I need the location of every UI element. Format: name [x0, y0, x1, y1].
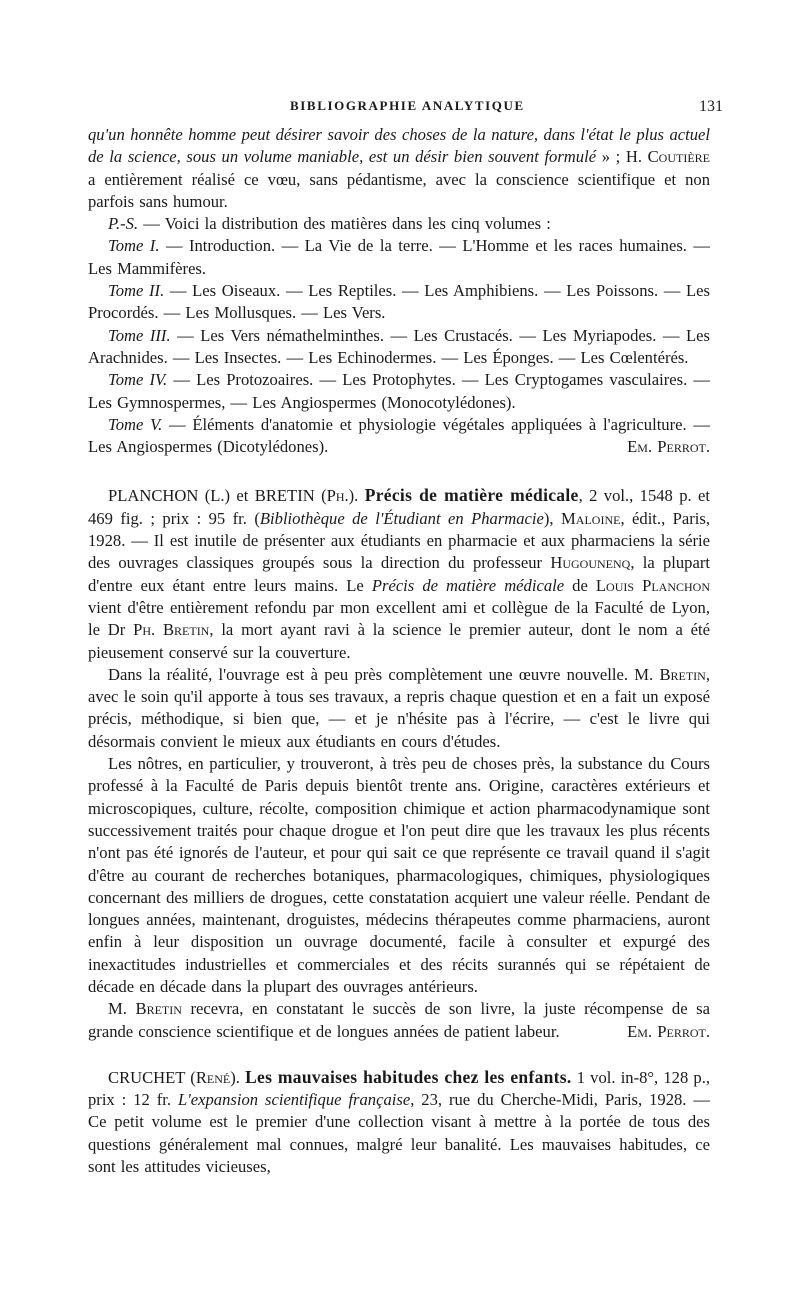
ps-label: P.-S.: [108, 214, 139, 234]
text-run: a entièrement réalisé ce vœu, sans pédantisme, avec la conscience scientifique et non parfois sans humour.: [88, 169, 710, 211]
tome-label: Tome I.: [108, 236, 160, 256]
spacer: [88, 1043, 710, 1066]
review2-paragraph-4: [88, 998, 710, 1043]
text-run: , avec le soin qu'il apporte à tous ses travaux, a repris chaque question et en a fait un exposé précis, méthodique, si bien que, — et je n'hésite pas à l'écrire, — c'est le livre qui désormais convient le mieux aux étudiants en cours d'études.: [88, 664, 710, 751]
running-head-title: BIBLIOGRAPHIE ANALYTIQUE: [290, 98, 525, 113]
author-name: Coutière: [647, 147, 710, 167]
tome-1: [88, 235, 710, 280]
author-initial: René: [195, 1067, 231, 1087]
review1-quote: qu'un honnête homme peut désirer savoir des choses de la nature, dans l'état le plus actuel de la science, sous un volume maniable, est un désir bien souvent formulé: [88, 125, 710, 167]
review2-signature: Em. Perrot.: [627, 1021, 710, 1041]
text-run: recevra, en constatant le succès de son livre, la juste récompense de sa grande conscience scientifique et de longues années de patient labeur.: [88, 999, 710, 1041]
text-run: , la mort ayant ravi à la science le premier auteur, dont le nom a été pieusement conservé sur la couverture.: [88, 620, 710, 662]
person-name: Bretin: [135, 999, 182, 1019]
tome-label: Tome IV.: [108, 370, 168, 390]
tome-label: Tome III.: [108, 325, 171, 345]
text-run: — Les Protozoaires. — Les Protophytes. — Les Cryptogames vasculaires. — Les Gymnospermes, — Les Angiospermes (Monocotylédones).: [88, 370, 711, 412]
text-run: ).: [348, 486, 365, 506]
text-run: , la plupart d'entre eux étant entre leurs mains. Le: [88, 553, 710, 595]
text-run: — Éléments d'anatomie et physiologie végétales appliquées à l'agriculture. — Les Angiospermes (Dicotylédones).: [88, 414, 710, 457]
series-title: L'expansion scientifique française: [178, 1090, 411, 1110]
spacer: [88, 458, 710, 484]
tome-4: [88, 369, 710, 414]
text-run: , édit., Paris, 1928. — Il est inutile de présenter aux étudiants en pharmacie et aux pharmaciens la série des ouvrages classiques groupés sous la direction du professeur: [88, 508, 710, 573]
tome-5: [88, 414, 710, 459]
person-name: Bretin: [659, 664, 706, 684]
text-run: ),: [543, 508, 562, 528]
text-run: de: [564, 575, 596, 595]
author-name: CRUCHET (: [108, 1067, 196, 1087]
text-run: vient d'être entièrement refondu par mon excellent ami et collègue de la Faculté de Lyon, le Dr: [88, 597, 710, 640]
person-name: Ph. Bretin: [133, 620, 210, 640]
series-title: Bibliothèque de l'Étudiant en Pharmacie: [259, 508, 544, 528]
review3-entry: [88, 1066, 710, 1178]
text-run: , 23, rue du Cherche-Midi, Paris, 1928. — Ce petit volume est le premier d'une collection visant à mettre à la portée de tous des questions généralement mal connues, malgré leur banalité. Les mauvaises habitudes, ce sont les attitudes vicieuses,: [88, 1090, 710, 1177]
text-run: — Les Oiseaux. — Les Reptiles. — Les Amphibiens. — Les Poissons. — Les Procordés. — Les Mollusques. — Les Vers.: [88, 281, 710, 323]
person-name: Hugounenq: [550, 553, 631, 573]
review2-book-title: Précis de matière médicale: [364, 485, 579, 506]
review1-continuation: [88, 124, 710, 213]
text-run: Dans la réalité, l'ouvrage est à peu près complètement une œuvre nouvelle. M.: [108, 664, 660, 684]
review2-paragraph-3: Les nôtres, en particulier, y trouveront, à très peu de choses près, la substance du Cours professé à la Faculté de Paris depuis bientôt trente ans. Origine, caractères extérieurs et microscopiques, culture, récolte, composition chimique et action pharmacodynamique sont successivement traités pour chaque drogue et l'on peut dire que les travaux les plus récents n'ont pas été ignorés de l'auteur, et pour qui sait ce que représente ce travail quand il s'agit d'être au courant de recherches botaniques, pharmacologiques, chimiques, physiologiques concernant des milliers de drogues, cette constatation acquiert une valeur réelle. Pendant de longues années, maintenant, droguistes, médecins thérapeutes comme pharmaciens, auront enfin à leur disposition un ouvrage documenté, facile à consulter et expurgé des inexactitudes industrielles et commerciales et des récits surannés qui se répétaient de décade en décade dans la plupart des ouvrages antérieurs.: [88, 754, 710, 996]
text-run: — Introduction. — La Vie de la terre. — L'Homme et les races humaines. — Les Mammifères.: [88, 236, 710, 278]
body-text: [88, 124, 710, 1178]
text-run: — Voici la distribution des matières dans les cinq volumes :: [138, 214, 551, 234]
text-run: 1 vol. in-8°, 128 p., prix : 12 fr.: [88, 1067, 710, 1110]
running-head: [0, 98, 800, 122]
text-run: , 2 vol., 1548 p. et 469 fig. ; prix : 95 fr. (: [88, 486, 711, 528]
tome-label: Tome V.: [108, 414, 163, 434]
review3-book-title: Les mauvaises habitudes chez les enfants.: [245, 1066, 572, 1087]
tome-3: [88, 325, 710, 370]
author-initial: Ph.: [326, 486, 349, 506]
review1-ps: [88, 213, 710, 235]
review2-paragraph-2: [88, 664, 710, 753]
author-name: PLANCHON (L.) et BRETIN (: [108, 486, 327, 506]
tome-2: [88, 280, 710, 325]
publisher: Maloine: [561, 508, 621, 528]
text-run: » ; H.: [596, 147, 648, 167]
text-run: M.: [108, 999, 136, 1019]
text-run: — Les Vers némathelminthes. — Les Crustacés. — Les Myriapodes. — Les Arachnides. — Les Insectes. — Les Echinodermes. — Les Éponges. — Les Cœlentérés.: [88, 325, 710, 367]
tome-label: Tome II.: [108, 281, 165, 301]
person-name: Louis Planchon: [595, 575, 711, 595]
book-title-italic: Précis de matière médicale: [371, 575, 565, 595]
page-number: 131: [699, 98, 723, 115]
text-run: ).: [230, 1067, 246, 1087]
review2-entry: [88, 484, 710, 663]
review1-signature: Em. Perrot.: [627, 437, 710, 457]
